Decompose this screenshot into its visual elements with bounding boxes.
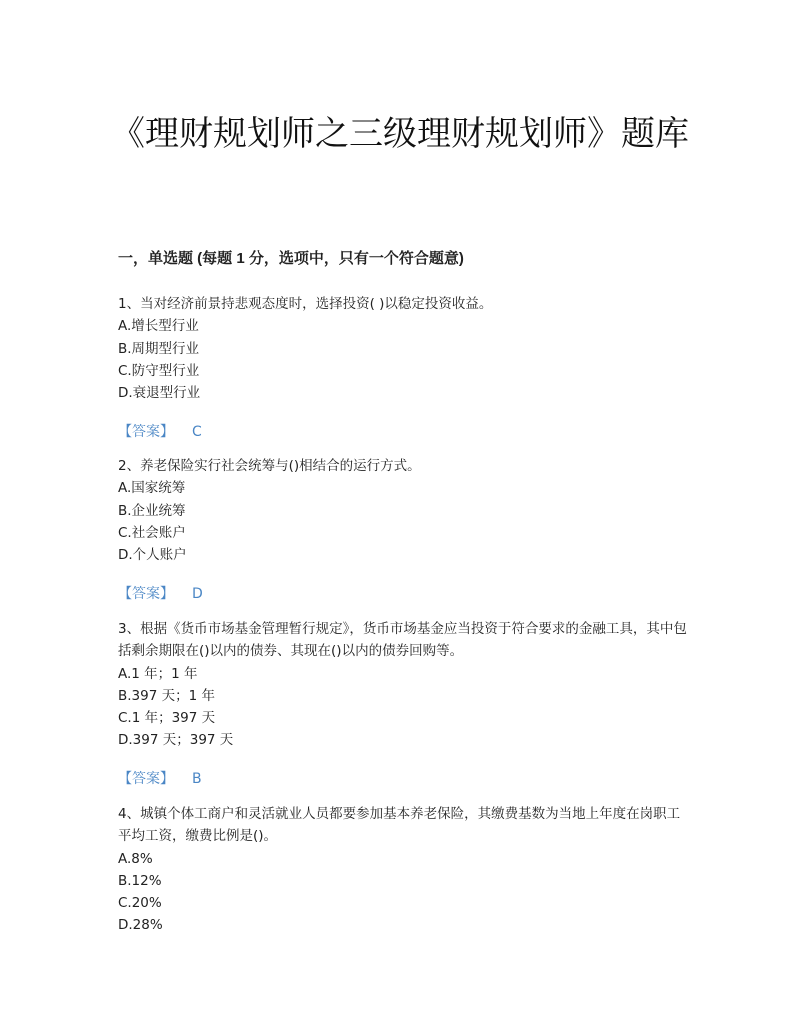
option-b: B.397 天；1 年 [118, 687, 215, 704]
option-c: C.1 年；397 天 [118, 710, 216, 727]
option-a: A.1 年；1 年 [118, 665, 198, 682]
option-b: B.企业统筹 [118, 502, 186, 519]
option-d: D.衰退型行业 [118, 385, 201, 402]
option-b: B.12% [118, 872, 162, 889]
question-4 [118, 803, 688, 937]
answer-1 [118, 421, 202, 441]
section-heading: 一，单选题 (每题 1 分，选项中，只有一个符合题意) [118, 250, 464, 267]
question-3 [118, 618, 688, 752]
option-d: D.28% [118, 917, 163, 934]
answer-3 [118, 768, 202, 788]
question-1 [118, 293, 688, 404]
answer-label: 【答案】 [118, 424, 174, 440]
question-stem: 4、城镇个体工商户和灵活就业人员都要参加基本养老保险，其缴费基数为当地上年度在岗职工平均工资，缴费比例是()。 [118, 806, 681, 845]
answer-value: C [192, 424, 202, 440]
answer-value: B [192, 771, 202, 787]
option-b: B.周期型行业 [118, 340, 200, 357]
answer-label: 【答案】 [118, 586, 174, 602]
question-stem: 2、养老保险实行社会统筹与()相结合的运行方式。 [118, 458, 421, 474]
answer-value: D [192, 586, 203, 602]
option-c: C.社会账户 [118, 524, 186, 541]
option-a: A.8% [118, 850, 153, 867]
question-2 [118, 455, 688, 566]
answer-2 [118, 583, 203, 603]
option-d: D.397 天；397 天 [118, 732, 234, 749]
option-c: C.防守型行业 [118, 362, 200, 379]
document-title: 《理财规划师之三级理财规划师》题库 [111, 114, 689, 154]
question-stem: 1、当对经济前景持悲观态度时，选择投资( )以稳定投资收益。 [118, 296, 493, 312]
option-a: A.增长型行业 [118, 318, 199, 335]
option-d: D.个人账户 [118, 547, 187, 564]
question-stem: 3、根据《货币市场基金管理暂行规定》，货币市场基金应当投资于符合要求的金融工具，其中包括剩余期限在()以内的债券、其现在()以内的债券回购等。 [118, 621, 687, 660]
option-c: C.20% [118, 895, 162, 912]
option-a: A.国家统筹 [118, 480, 186, 497]
answer-label: 【答案】 [118, 771, 174, 787]
